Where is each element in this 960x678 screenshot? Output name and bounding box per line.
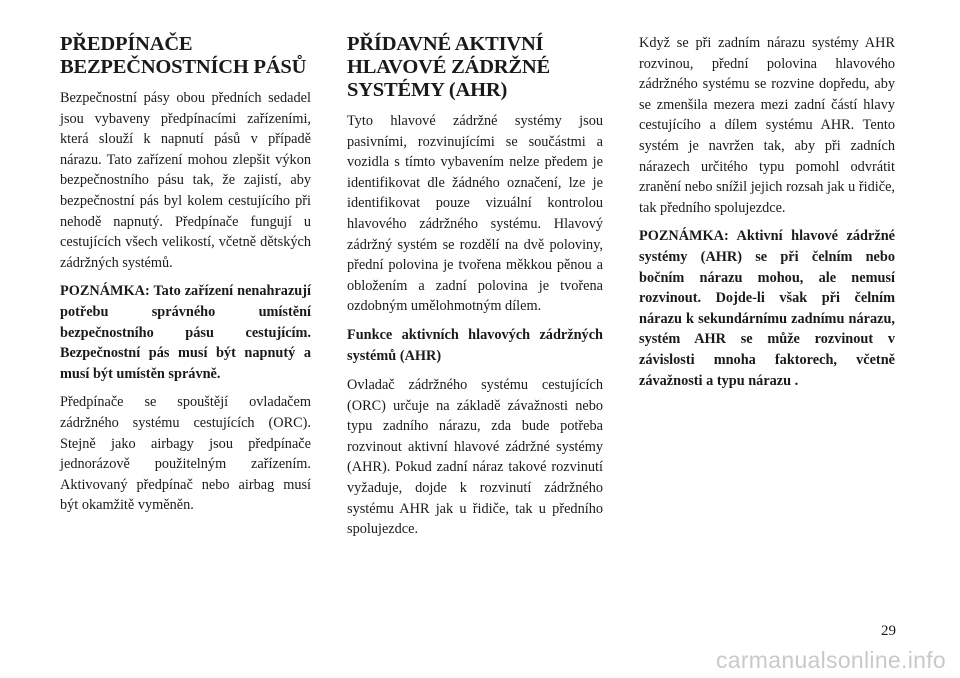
paragraph-ahr-deployment: Když se při zadním nárazu systémy AHR rozvinou, přední polovina hlavového zádržného systému se rozvine dopředu, aby se zmenšila mezera mezi zadní částí hlavy cestujícího a dílem systému AHR. Tento systém je navržen tak, aby při zadních nárazech určitého typu pomohl odvrátit zranění nebo snížil jejich rozsah jak u řidiče, tak předního spolujezdce.: [639, 35, 895, 216]
column-right: [639, 33, 895, 399]
note-ahr: POZNÁMKA: Aktivní hlavové zádržné systémy (AHR) se při čelním nebo bočním nárazu mohou, ale nemusí rozvinout. Dojde-li však při čelním nárazu k sekundárnímu zadnímu nárazu, systém AHR se může rozvinout v závislosti mnoha faktorech, včetně závažnosti a typu nárazu .: [639, 228, 895, 389]
subsection-title-ahr-function: Funkce aktivních hlavových zádržných systémů (AHR): [347, 326, 603, 364]
section-title-pretensioners: PŘEDPÍNAČE BEZPEČNOSTNÍCH PÁSŮ: [60, 33, 307, 78]
paragraph-ahr-intro: Tyto hlavové zádržné systémy jsou pasivními, rozvinujícími se součástmi a vozidla s tímto vybavením nelze předem je identifikovat dle žádného označení, lze je identifikovat pouze vizuální kontrolou hlavového zádržného systému. Hlavový zádržný systém se rozdělí na dvě poloviny, přední polovina je tvořena měkkou pěnou a obložením a zadní polovina je tvořena ozdobným umělohmotným dílem.: [347, 113, 603, 315]
paragraph-pretensioners-orc: Předpínače se spouštějí ovladačem zádržného systému cestujících (ORC). Stejně jako airbagy jsou předpínače jednorázově použitelným zařízením. Aktivovaný předpínač nebo airbag musí být okamžitě vyměněn.: [60, 394, 311, 514]
paragraph-pretensioners-intro: Bezpečnostní pásy obou předních sedadel jsou vybaveny předpínacími zařízeními, která slouží k napnutí pásů v případě nárazu. Tato zařízení mohou zlepšit výkon bezpečnostního pásu tak, že zajistí, aby bezpečnostní pás byl kolem cestujícího při nehodě napnutý. Předpínače fungují u cestujících všech velikostí, včetně dětských zádržných systémů.: [60, 90, 311, 271]
column-middle: [347, 33, 603, 548]
watermark: carmanualsonline.info: [715, 647, 946, 673]
paragraph-ahr-function: Ovladač zádržného systému cestujících (ORC) určuje na základě závažnosti nebo typu zadního nárazu, zda bude potřeba rozvinout aktivní hlavové zádržné systémy (AHR). Pokud zadní náraz takové rozvinutí vyžaduje, dojde k rozvinutí zádržného systému AHR jak u řidiče, tak u předního spolujezdce.: [347, 376, 603, 538]
page-number: 29: [881, 623, 896, 639]
section-title-ahr: PŘÍDAVNÉ AKTIVNÍ HLAVOVÉ ZÁDRŽNÉ SYSTÉMY (AHR): [347, 33, 550, 101]
note-pretensioners: POZNÁMKA: Tato zařízení nenahrazují potřebu správného umístění bezpečnostního pásu cestujícím. Bezpečnostní pás musí být napnutý a musí být umístěn správně.: [60, 283, 311, 382]
column-left: [60, 33, 311, 524]
